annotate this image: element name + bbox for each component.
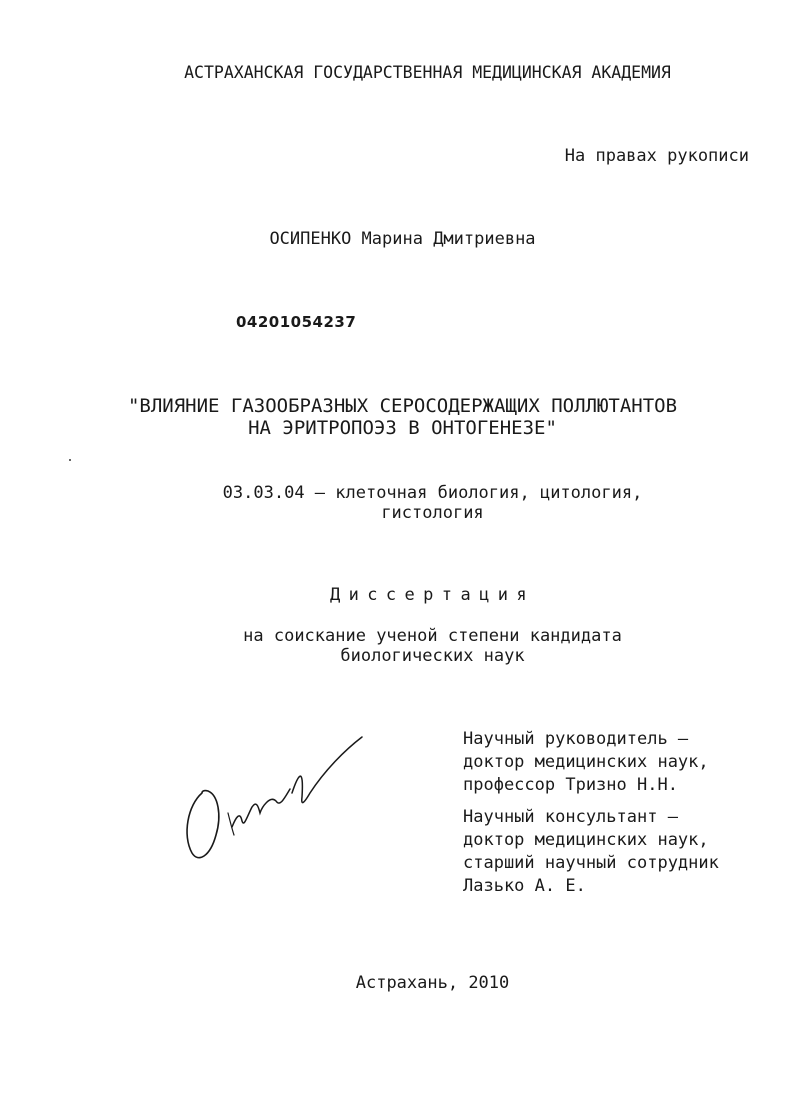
work-type: Диссертация	[330, 585, 535, 605]
supervisor-role: Научный руководитель –	[463, 729, 689, 749]
consultant-role: Научный консультант –	[463, 807, 678, 827]
supervisor-block	[463, 728, 709, 797]
degree-line-2: биологических наук	[340, 646, 525, 666]
supervisor-name: профессор Тризно Н.Н.	[463, 775, 678, 795]
consultant-degree: доктор медицинских наук,	[463, 830, 709, 850]
supervisor-degree: доктор медицинских наук,	[463, 752, 709, 772]
document-id: 04201054237	[236, 313, 357, 331]
consultant-name: Лазько А. Е.	[463, 876, 586, 896]
city-year: Астрахань, 2010	[355, 973, 510, 993]
rights-note: На правах рукописи	[564, 146, 749, 166]
handwritten-signature	[180, 735, 370, 865]
specialty-line-2: гистология	[381, 503, 484, 523]
author-name: ОСИПЕНКО Марина Дмитриевна	[269, 229, 536, 249]
scan-speck	[69, 459, 71, 461]
consultant-position: старший научный сотрудник	[463, 853, 719, 873]
institution-name: АСТРАХАНСКАЯ ГОСУДАРСТВЕННАЯ МЕДИЦИНСКАЯ АКАДЕМИЯ	[184, 63, 671, 82]
title-line-2: НА ЭРИТРОПОЭЗ В ОНТОГЕНЕЗЕ"	[248, 417, 557, 439]
specialty-line-1: 03.03.04 – клеточная биология, цитология,	[222, 483, 643, 503]
title-line-1: "ВЛИЯНИЕ ГАЗООБРАЗНЫХ СЕРОСОДЕРЖАЩИХ ПОЛЛЮТАНТОВ	[127, 395, 678, 417]
consultant-block	[463, 806, 719, 898]
degree-line-1: на соискание ученой степени кандидата	[243, 626, 622, 646]
